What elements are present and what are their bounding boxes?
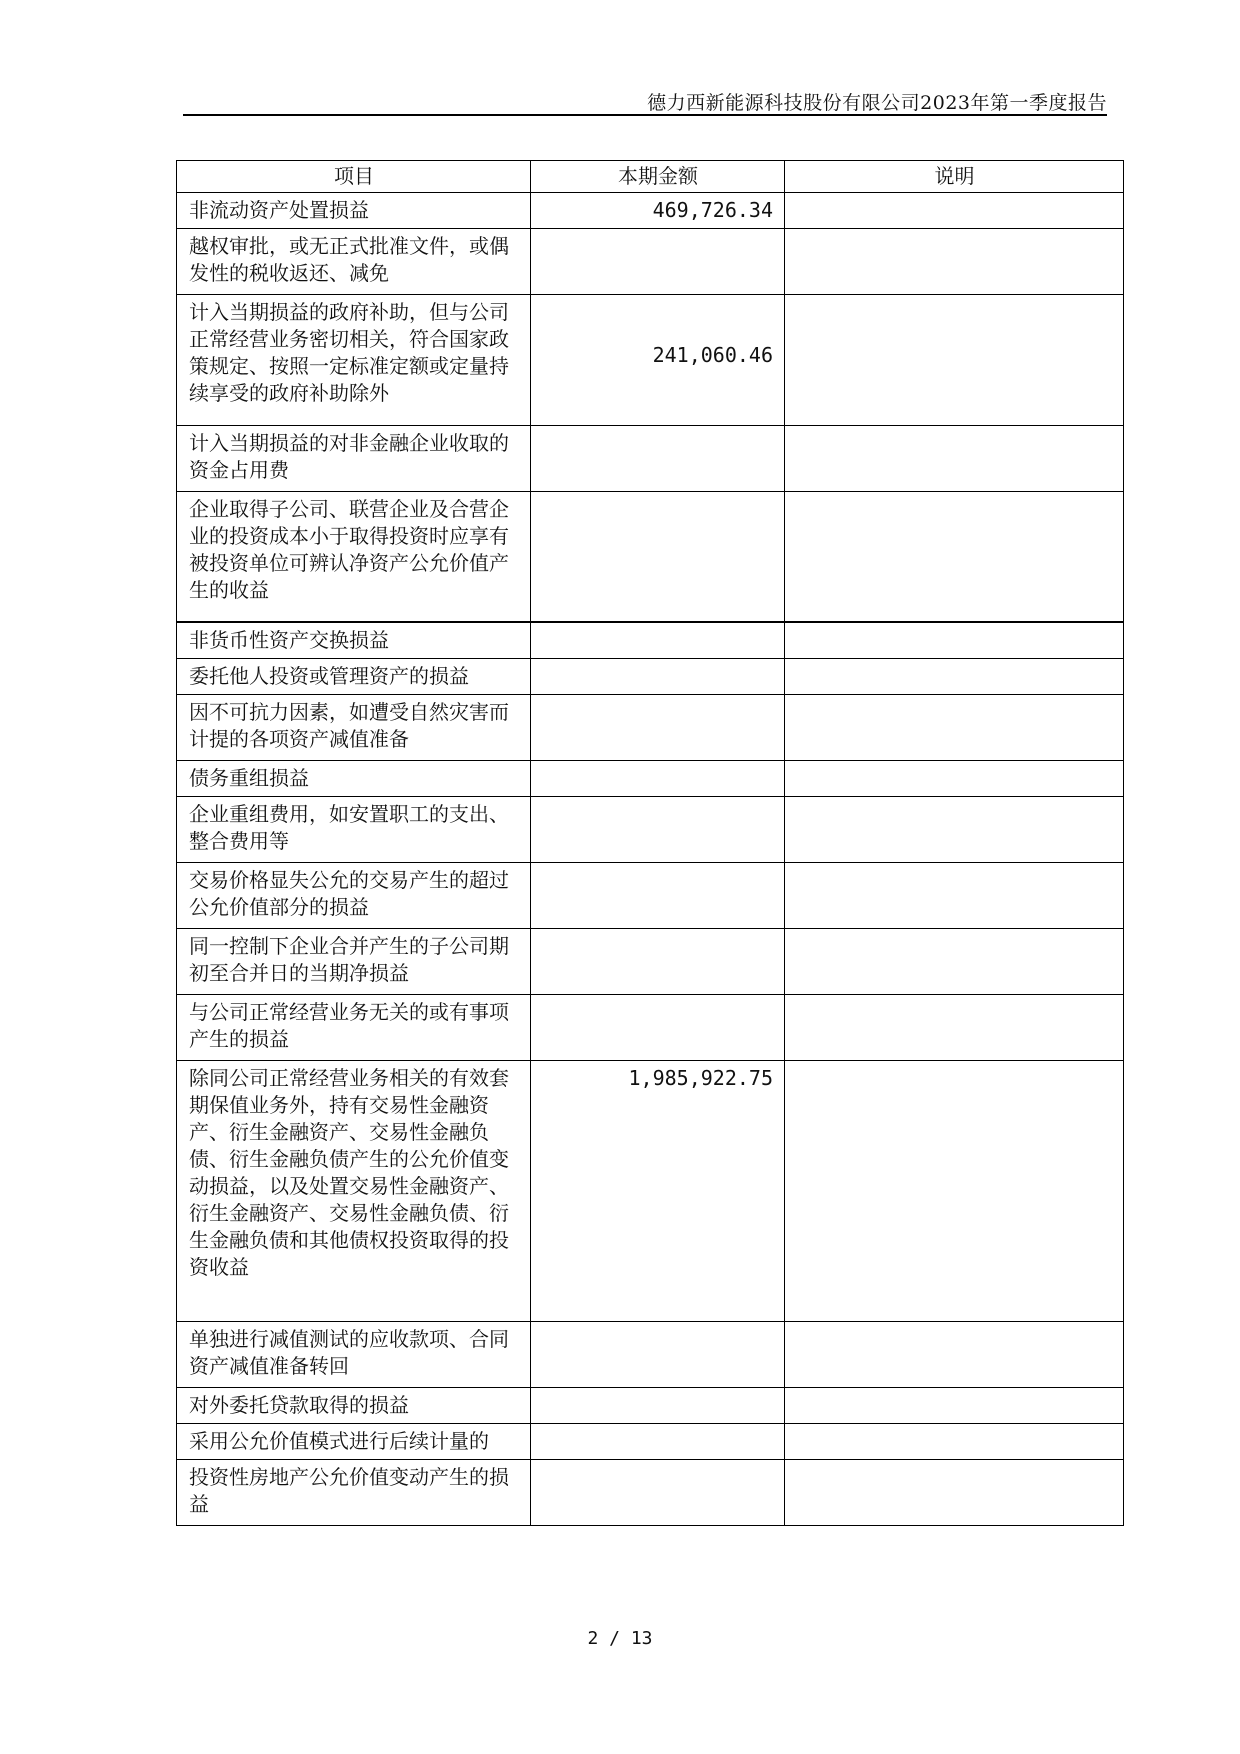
- row-note: [785, 658, 1124, 694]
- row-note: [785, 295, 1124, 426]
- row-note: [785, 694, 1124, 760]
- row-note: [785, 1060, 1124, 1321]
- row-item-label: 投资性房地产公允价值变动产生的损益: [177, 1459, 531, 1525]
- row-item-label: 委托他人投资或管理资产的损益: [177, 658, 531, 694]
- row-item-label: 对外委托贷款取得的损益: [177, 1387, 531, 1423]
- row-amount: [531, 622, 785, 659]
- row-item-label: 单独进行减值测试的应收款项、合同资产减值准备转回: [177, 1321, 531, 1387]
- row-item-label: 企业取得子公司、联营企业及合营企业的投资成本小于取得投资时应享有被投资单位可辨认净资产公允价值产生的收益: [177, 492, 531, 622]
- row-amount: [531, 1423, 785, 1459]
- table-row: [177, 426, 1124, 492]
- table-row: [177, 928, 1124, 994]
- row-amount: 241,060.46: [531, 295, 785, 426]
- row-amount: [531, 796, 785, 862]
- row-amount: [531, 760, 785, 796]
- row-amount: [531, 1321, 785, 1387]
- column-header-note: 说明: [785, 161, 1124, 193]
- non-recurring-gains-table: [176, 160, 1124, 1526]
- row-note: [785, 796, 1124, 862]
- row-note: [785, 426, 1124, 492]
- row-note: [785, 1387, 1124, 1423]
- row-item-label: 除同公司正常经营业务相关的有效套期保值业务外，持有交易性金融资产、衍生金融资产、交易性金融负债、衍生金融负债产生的公允价值变动损益，以及处置交易性金融资产、衍生金融资产、交易性金融负债、衍生金融负债和其他债权投资取得的投资收益: [177, 1060, 531, 1321]
- row-note: [785, 1459, 1124, 1525]
- table-row: [177, 862, 1124, 928]
- header-divider: [183, 114, 1107, 116]
- row-note: [785, 1423, 1124, 1459]
- table-row: [177, 694, 1124, 760]
- row-item-label: 与公司正常经营业务无关的或有事项产生的损益: [177, 994, 531, 1060]
- row-note: [785, 229, 1124, 295]
- table-row: [177, 1321, 1124, 1387]
- row-item-label: 计入当期损益的政府补助，但与公司正常经营业务密切相关，符合国家政策规定、按照一定标准定额或定量持续享受的政府补助除外: [177, 295, 531, 426]
- row-note: [785, 193, 1124, 229]
- column-header-item: 项目: [177, 161, 531, 193]
- table-row: [177, 1387, 1124, 1423]
- row-note: [785, 928, 1124, 994]
- row-item-label: 交易价格显失公允的交易产生的超过公允价值部分的损益: [177, 862, 531, 928]
- row-amount: [531, 492, 785, 622]
- table-header-row: [177, 161, 1124, 193]
- column-header-amount: 本期金额: [531, 161, 785, 193]
- row-amount: [531, 1459, 785, 1525]
- row-note: [785, 760, 1124, 796]
- row-amount: [531, 994, 785, 1060]
- row-note: [785, 622, 1124, 659]
- row-note: [785, 1321, 1124, 1387]
- row-amount: 1,985,922.75: [531, 1060, 785, 1321]
- row-amount: [531, 658, 785, 694]
- row-item-label: 因不可抗力因素，如遭受自然灾害而计提的各项资产减值准备: [177, 694, 531, 760]
- table-row: [177, 492, 1124, 622]
- table-row: [177, 622, 1124, 659]
- row-item-label: 同一控制下企业合并产生的子公司期初至合并日的当期净损益: [177, 928, 531, 994]
- table-row: [177, 229, 1124, 295]
- row-amount: [531, 862, 785, 928]
- table-row: [177, 658, 1124, 694]
- row-item-label: 计入当期损益的对非金融企业收取的资金占用费: [177, 426, 531, 492]
- row-amount: [531, 694, 785, 760]
- row-item-label: 债务重组损益: [177, 760, 531, 796]
- table-row: [177, 994, 1124, 1060]
- table-row: [177, 1423, 1124, 1459]
- row-note: [785, 994, 1124, 1060]
- row-amount: [531, 928, 785, 994]
- report-header-title: 德力西新能源科技股份有限公司2023年第一季度报告: [647, 92, 1107, 114]
- row-item-label: 非流动资产处置损益: [177, 193, 531, 229]
- row-item-label: 非货币性资产交换损益: [177, 622, 531, 659]
- table-row: [177, 1459, 1124, 1525]
- row-amount: 469,726.34: [531, 193, 785, 229]
- row-item-label: 采用公允价值模式进行后续计量的: [177, 1423, 531, 1459]
- row-amount: [531, 426, 785, 492]
- row-amount: [531, 1387, 785, 1423]
- table-row: [177, 796, 1124, 862]
- page-number: 2 / 13: [587, 1628, 653, 1649]
- table-row: [177, 760, 1124, 796]
- row-item-label: 越权审批，或无正式批准文件，或偶发性的税收返还、减免: [177, 229, 531, 295]
- table-row: [177, 295, 1124, 426]
- table-row: [177, 193, 1124, 229]
- row-amount: [531, 229, 785, 295]
- row-note: [785, 862, 1124, 928]
- row-item-label: 企业重组费用，如安置职工的支出、整合费用等: [177, 796, 531, 862]
- row-note: [785, 492, 1124, 622]
- table-row: [177, 1060, 1124, 1321]
